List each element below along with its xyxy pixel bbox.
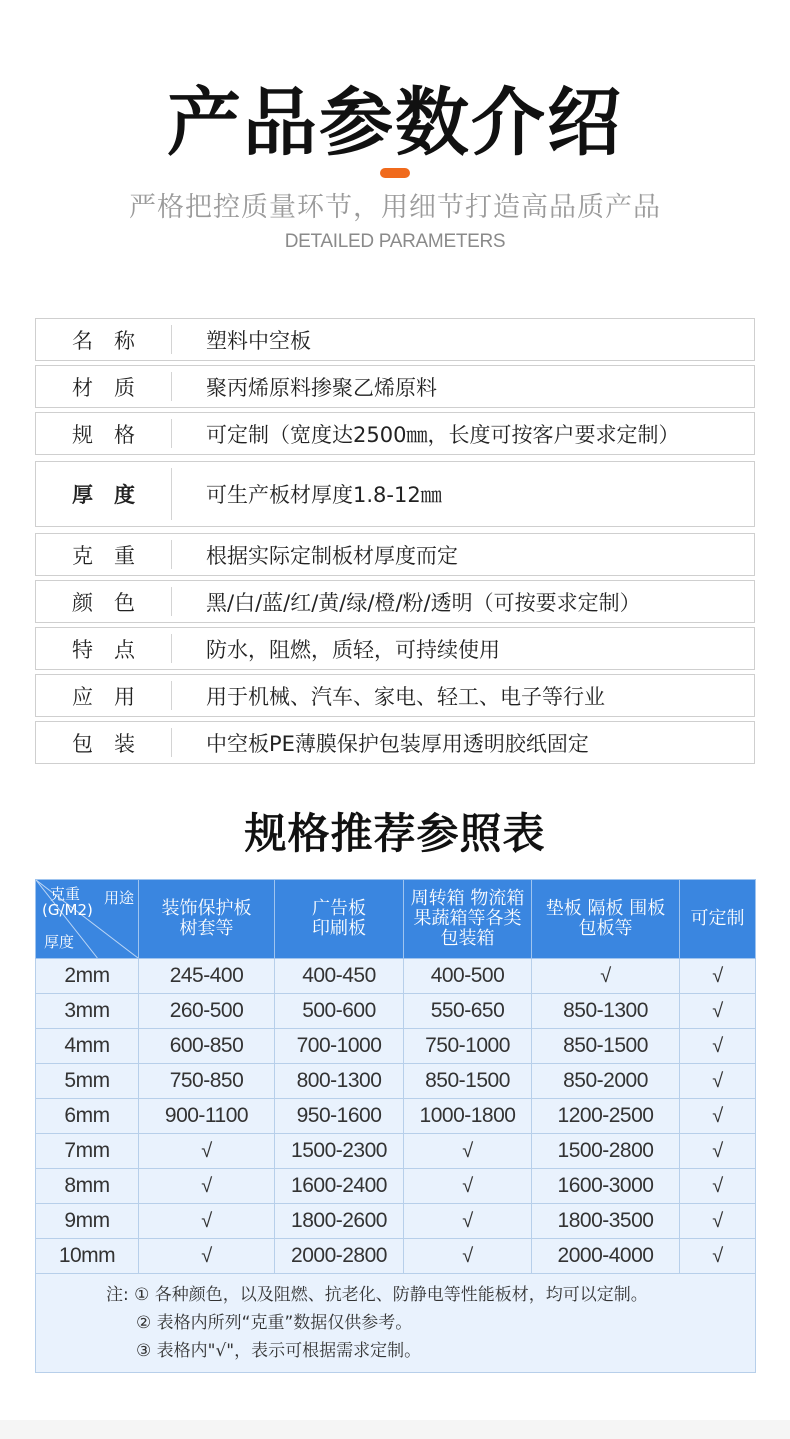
param-value: 防水，阻燃，质轻，可持续使用 [206,637,500,662]
param-label: 克 重 [72,543,135,568]
table-row [36,1204,756,1239]
spec-reference-table [35,879,756,1373]
corner-weight-label: 克重 (G/M2) [42,885,93,919]
param-divider [171,728,172,757]
table-cell: 800-1300 [275,1064,404,1099]
table-cell: √ [139,1239,275,1274]
table-cell: √ [680,1239,756,1274]
page-subtitle-english: DETAILED PARAMETERS [284,231,506,252]
column-header: 装饰保护板 树套等 [139,880,275,959]
table-cell: 2000-4000 [532,1239,680,1274]
table-row [36,959,756,994]
note-line-2: ② 表格内所列“克重”数据仅供参考。 [136,1313,413,1333]
table-cell: 500-600 [275,994,404,1029]
param-label: 颜 色 [72,590,135,615]
param-row-material [35,365,755,408]
table-row [36,1099,756,1134]
table-cell: √ [532,959,680,994]
table-cell: 850-1300 [532,994,680,1029]
table-cell: √ [404,1169,532,1204]
table-cell: 260-500 [139,994,275,1029]
table-cell: √ [680,959,756,994]
corner-usage-label: 用途 [103,889,134,907]
table-cell: 400-500 [404,959,532,994]
table-cell: √ [139,1134,275,1169]
table-row [36,1239,756,1274]
table-cell: 9mm [36,1204,139,1239]
table-cell: 1600-2400 [275,1169,404,1204]
table-cell: 1500-2300 [275,1134,404,1169]
param-divider [171,540,172,569]
table-cell: √ [680,1064,756,1099]
table-cell: √ [680,1029,756,1064]
table-row [36,994,756,1029]
param-label: 厚 度 [72,483,135,507]
table-header-row [36,880,756,959]
table-cell: 750-1000 [404,1029,532,1064]
table-cell: 3mm [36,994,139,1029]
table-cell: 850-2000 [532,1064,680,1099]
notes-row [36,1274,756,1373]
table-cell: 1600-3000 [532,1169,680,1204]
table-cell: 850-1500 [532,1029,680,1064]
param-label: 规 格 [72,422,135,447]
table-cell: 6mm [36,1099,139,1134]
footer-strip [0,1420,790,1439]
page-title: 产品参数介绍 [167,80,623,166]
notes-cell [36,1274,756,1373]
param-label: 名 称 [72,328,135,353]
param-divider [171,681,172,710]
table-cell: 1800-2600 [275,1204,404,1239]
table-cell: 750-850 [139,1064,275,1099]
spec-table-title: 规格推荐参照表 [244,809,546,858]
table-cell: 4mm [36,1029,139,1064]
note-line-3: ③ 表格内"√"，表示可根据需求定制。 [136,1341,422,1361]
table-row [36,1064,756,1099]
table-cell: √ [139,1204,275,1239]
param-value: 用于机械、汽车、家电、轻工、电子等行业 [206,684,605,709]
table-cell: √ [680,1099,756,1134]
table-cell: 550-650 [404,994,532,1029]
param-label: 特 点 [72,637,135,662]
param-divider [171,468,172,520]
title-accent-dash [380,168,410,178]
table-cell: 850-1500 [404,1064,532,1099]
table-cell: 8mm [36,1169,139,1204]
param-row-color [35,580,755,623]
param-divider [171,634,172,663]
param-divider [171,587,172,616]
param-label: 应 用 [72,684,135,709]
table-cell: √ [680,1169,756,1204]
table-cell: 2mm [36,959,139,994]
table-row [36,1169,756,1204]
param-value: 可生产板材厚度1.8-12㎜ [206,483,442,507]
table-cell: 950-1600 [275,1099,404,1134]
param-row-thickness [35,461,755,527]
table-cell: 1000-1800 [404,1099,532,1134]
param-value: 聚丙烯原料掺聚乙烯原料 [206,375,437,400]
param-divider [171,419,172,448]
param-value: 中空板PE薄膜保护包装厚用透明胶纸固定 [206,731,589,756]
param-divider [171,372,172,401]
table-cell: 7mm [36,1134,139,1169]
table-cell: √ [680,1204,756,1239]
table-cell: 900-1100 [139,1099,275,1134]
table-row [36,1134,756,1169]
table-cell: 2000-2800 [275,1239,404,1274]
param-value: 根据实际定制板材厚度而定 [206,543,458,568]
column-header: 广告板 印刷板 [275,880,404,959]
table-cell: 1200-2500 [532,1099,680,1134]
param-row-name [35,318,755,361]
param-divider [171,325,172,354]
table-cell: 10mm [36,1239,139,1274]
note-line-1: 注: ① 各种颜色，以及阻燃、抗老化、防静电等性能板材，均可以定制。 [106,1285,648,1305]
table-row [36,1029,756,1064]
column-header: 周转箱 物流箱 果蔬箱等各类 包装箱 [404,880,532,959]
table-cell: √ [404,1239,532,1274]
table-cell: 600-850 [139,1029,275,1064]
table-cell: √ [404,1204,532,1239]
param-row-features [35,627,755,670]
table-cell: √ [680,1134,756,1169]
table-cell: 700-1000 [275,1029,404,1064]
spec-table-body [36,959,756,1373]
table-cell: 400-450 [275,959,404,994]
param-value: 可定制（宽度达2500㎜，长度可按客户要求定制） [206,422,680,447]
param-value: 黑/白/蓝/红/黄/绿/橙/粉/透明（可按要求定制） [206,590,641,615]
param-row-application [35,674,755,717]
table-cell: 5mm [36,1064,139,1099]
param-label: 包 装 [72,731,135,756]
table-cell: √ [680,994,756,1029]
table-cell: 1500-2800 [532,1134,680,1169]
column-header: 可定制 [680,880,756,959]
param-value: 塑料中空板 [206,328,311,353]
column-header: 垫板 隔板 围板 包板等 [532,880,680,959]
page-subtitle: 严格把控质量环节，用细节打造高品质产品 [129,192,661,223]
table-cell: √ [404,1134,532,1169]
table-cell: 245-400 [139,959,275,994]
corner-thickness-label: 厚度 [44,933,75,951]
param-row-size [35,412,755,455]
table-cell: √ [139,1169,275,1204]
header-corner-cell [36,880,139,959]
param-label: 材 质 [72,375,135,400]
param-row-weight [35,533,755,576]
table-cell: 1800-3500 [532,1204,680,1239]
param-row-packaging [35,721,755,764]
